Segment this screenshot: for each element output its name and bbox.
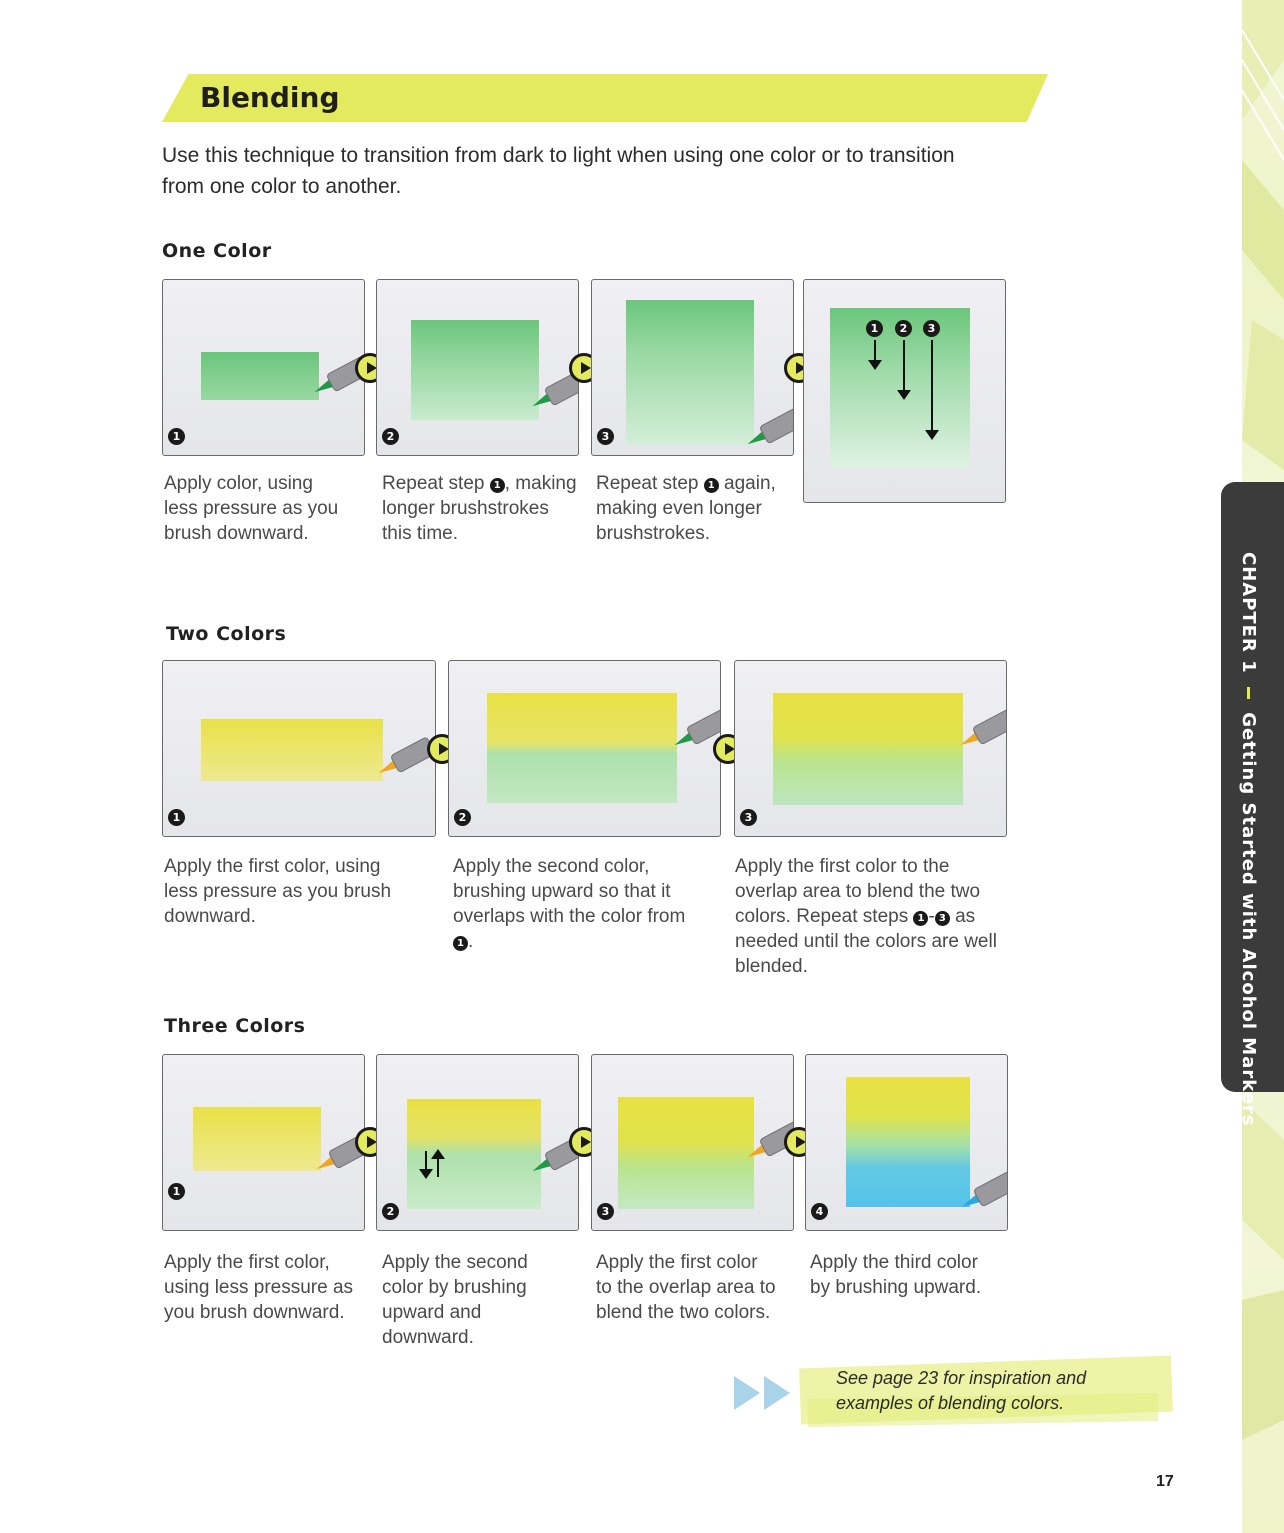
one-color-panel-2 xyxy=(376,279,579,456)
step-number: 1 xyxy=(168,809,185,826)
three-colors-caption-3 xyxy=(596,1250,776,1325)
chapter-tab-text xyxy=(1226,482,1284,1127)
caption-text: Repeat step xyxy=(596,473,704,494)
section-title-one-color: One Color xyxy=(162,240,272,262)
caption-line: this time. xyxy=(382,523,459,544)
down-arrow-icon xyxy=(874,340,876,368)
two-colors-panel-3 xyxy=(734,660,1007,837)
caption-line: blend the two colors. xyxy=(596,1302,771,1323)
cross-reference-note xyxy=(836,1366,1086,1416)
green-swatch xyxy=(201,352,319,400)
caption-text: . xyxy=(468,931,474,952)
yellow-marker-icon xyxy=(374,736,436,782)
step-ref: 1 xyxy=(453,936,468,951)
caption-line: brushstrokes. xyxy=(596,523,711,544)
step-ref: 3 xyxy=(935,911,950,926)
chapter-title: Getting Started with Alcohol Markers xyxy=(1238,712,1259,1127)
green-swatch xyxy=(626,300,754,445)
caption-text: - xyxy=(928,906,935,927)
caption-line: Apply the first color, xyxy=(164,1252,330,1273)
note-line: See page 23 for inspiration and xyxy=(836,1368,1087,1388)
caption-line: longer brushstrokes xyxy=(382,498,549,519)
caption-text: as xyxy=(949,906,976,927)
two-colors-panel-2 xyxy=(448,660,721,837)
one-color-panel-4 xyxy=(803,279,1006,503)
step-ref: 1 xyxy=(490,478,505,493)
up-arrow-icon xyxy=(437,1151,439,1177)
two-colors-panel-1 xyxy=(162,660,436,837)
caption-line: Apply the second color, xyxy=(453,856,650,877)
caption-line: to the overlap area to xyxy=(596,1277,776,1298)
note-line: examples of blending colors. xyxy=(836,1393,1065,1413)
two-colors-caption-3 xyxy=(735,854,997,979)
three-colors-caption-2 xyxy=(382,1250,528,1350)
caption-line: using less pressure as xyxy=(164,1277,354,1298)
section-title-three-colors: Three Colors xyxy=(164,1015,306,1037)
two-colors-caption-1 xyxy=(164,854,391,929)
step-number: 2 xyxy=(382,1203,399,1220)
yellow-marker-icon xyxy=(956,708,1007,754)
caption-line: you brush downward. xyxy=(164,1302,345,1323)
caption-line: downward. xyxy=(382,1327,474,1348)
caption-line: less pressure as you xyxy=(164,498,339,519)
blended-swatch xyxy=(618,1097,754,1209)
caption-line: Apply the first color, using xyxy=(164,856,381,877)
one-color-caption-3 xyxy=(596,471,776,546)
yellow-green-swatch xyxy=(407,1099,541,1209)
caption-line: Apply color, using xyxy=(164,473,313,494)
page-title: Blending xyxy=(200,81,340,114)
step-number: 2 xyxy=(454,809,471,826)
three-colors-panel-4 xyxy=(805,1054,1008,1231)
caption-text: Repeat step xyxy=(382,473,490,494)
caption-text: , making xyxy=(504,473,577,494)
one-color-caption-1 xyxy=(164,471,338,546)
caption-line: brushing upward so that it xyxy=(453,881,671,902)
step-number: 1 xyxy=(168,428,185,445)
caption-line xyxy=(382,471,577,496)
arrow-label-1: 1 xyxy=(866,320,883,337)
fast-forward-icon xyxy=(734,1376,794,1415)
green-swatch xyxy=(411,320,539,420)
blended-swatch xyxy=(773,693,963,805)
step-number: 3 xyxy=(597,1203,614,1220)
down-arrow-icon xyxy=(931,340,933,438)
three-colors-caption-4 xyxy=(810,1250,981,1300)
caption-line: brush downward. xyxy=(164,523,309,544)
one-color-panel-3 xyxy=(591,279,794,456)
intro-text: Use this technique to transition from dark to light when using one color or to transition from one color to another. xyxy=(162,144,955,198)
step-number: 3 xyxy=(740,809,757,826)
section-title-two-colors: Two Colors xyxy=(166,623,287,645)
three-color-swatch xyxy=(846,1077,970,1207)
step-number: 2 xyxy=(382,428,399,445)
caption-line: Apply the second xyxy=(382,1252,528,1273)
caption-line: Apply the first color xyxy=(596,1252,758,1273)
caption-text: colors. Repeat steps xyxy=(735,906,914,927)
chapter-label: CHAPTER 1 xyxy=(1238,552,1259,674)
caption-line xyxy=(453,929,685,954)
caption-line: overlap area to blend the two xyxy=(735,881,981,902)
caption-line: upward and xyxy=(382,1302,482,1323)
caption-line: overlaps with the color from xyxy=(453,906,686,927)
caption-line xyxy=(596,471,776,496)
caption-line: blended. xyxy=(735,956,808,977)
step-ref: 1 xyxy=(913,911,928,926)
step-number: 4 xyxy=(811,1203,828,1220)
caption-line: needed until the colors are well xyxy=(735,931,997,952)
caption-line: color by brushing xyxy=(382,1277,527,1298)
three-colors-panel-2 xyxy=(376,1054,579,1231)
yellow-swatch xyxy=(193,1107,321,1171)
step-ref: 1 xyxy=(704,478,719,493)
two-colors-caption-2 xyxy=(453,854,685,954)
three-colors-caption-1 xyxy=(164,1250,353,1325)
caption-line: Apply the third color xyxy=(810,1252,978,1273)
caption-line: downward. xyxy=(164,906,256,927)
yellow-green-swatch xyxy=(487,693,677,803)
one-color-panel-1 xyxy=(162,279,365,456)
caption-line: Apply the first color to the xyxy=(735,856,950,877)
one-color-caption-2 xyxy=(382,471,577,546)
down-arrow-icon xyxy=(903,340,905,398)
step-number: 3 xyxy=(597,428,614,445)
caption-line xyxy=(735,904,997,929)
caption-line: by brushing upward. xyxy=(810,1277,982,1298)
caption-text: again, xyxy=(718,473,776,494)
yellow-swatch xyxy=(201,719,383,781)
page-number: 17 xyxy=(1156,1473,1174,1490)
three-colors-panel-3 xyxy=(591,1054,794,1231)
step-number: 1 xyxy=(168,1183,185,1200)
caption-line: making even longer xyxy=(596,498,762,519)
arrow-label-2: 2 xyxy=(895,320,912,337)
arrow-label-3: 3 xyxy=(923,320,940,337)
down-arrow-icon xyxy=(425,1151,427,1177)
caption-line: less pressure as you brush xyxy=(164,881,392,902)
chapter-separator xyxy=(1247,687,1250,699)
three-colors-panel-1 xyxy=(162,1054,365,1231)
